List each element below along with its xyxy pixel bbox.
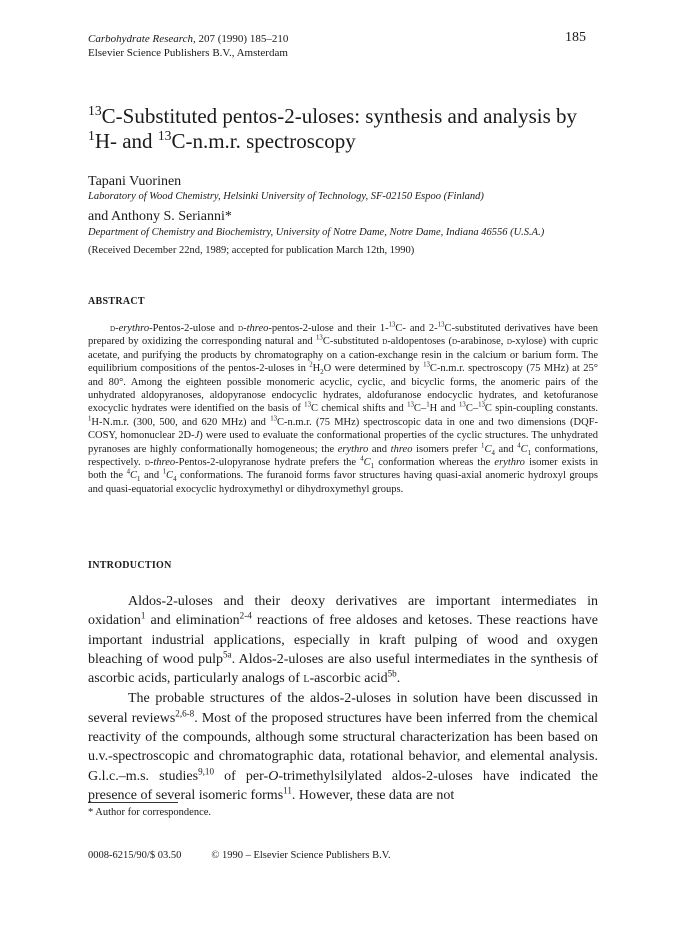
paragraph: The probable structures of the aldos-2-uloses in solution have been discussed in several reviews$^{2,6-8}$. Most of the proposed structures have been inferred from the chemical reactivity of the compounds, although some structural characterization has been based on u.v.-spectroscopic and chromatographic data, rotational behavior, and elemental analysis. G.l.c.–m.s. studies$^{9,10}$ of per-O-trimethylsilylated aldos-2-uloses have indicated the presence of several isomeric forms$^{11}$. However, these data are not [88, 691, 599, 803]
title-part-3: C-n.m.r. spectroscopy [171, 129, 356, 153]
footnote-rule [88, 802, 178, 803]
title-part-2: H- and [94, 129, 158, 153]
page-number: 185 [565, 30, 586, 45]
received-dates: (Received December 22nd, 1989; accepted for publication March 12th, 1990) [88, 245, 415, 256]
author-affiliation: Department of Chemistry and Biochemistry, University of Notre Dame, Notre Dame, Indiana 46556 (U.S.A.) [88, 227, 545, 238]
title-part-1: C-Substituted pentos-2-uloses: synthesis and analysis by [101, 104, 578, 128]
abstract-body: d-erythro-Pentos-2-ulose and d-threo-pentos-2-ulose and their 1-$^{13}$C- and 2-$^{13}$C-substituted derivatives have been prepared by oxidizing the corresponding natural and $^{13}$C-substituted d-aldopentoses (d-arabinose, d-xylose) with cupric acetate, and purifying the products by chromatography on a cation-exchange resin in the calcium or barium form. The equilibrium compositions of the pentos-2-uloses in $^2H_2O$ were determined by $^{13}$C-n.m.r. spectroscopy (75 MHz) at 25° and 80°. Among the eighteen possible monomeric acyclic, cyclic, and bicyclic forms, the anomeric pairs of the unhydrated aldopyranoses, aldopyranose endocyclic hydrates, aldofuranose endocyclic hydrates, and ketofuranose exocyclic hydrates were identified on the basis of $^{13}$C chemical shifts and $^{13}$C–$^1$H and $^{13}$C–$^{13}$C spin-coupling constants. $^1$H-N.m.r. (300, 500, and 620 MHz) and $^{13}$C-n.m.r. (75 MHz) spectroscopic data in one and two dimensions (DQF-COSY, homonuclear 2D-J) were used to evaluate the conformational properties of the cyclic structures. The unhydrated pyranoses are highly conformationally homogeneous; the erythro and threo isomers prefer $^1C_4$ and $^4C_1$ conformations, respectively. d-threo-Pentos-2-ulopyranose hydrate prefers the $^4C_1$ conformation whereas the erythro isomer exists in both the $^4C_1$ and $^1C_4$ conformations. The furanoid forms favor structures having quasi-axial anomeric hydroxyl groups and quasi-equatorial exocyclic hydroxymethyl or dihydroxymethyl groups. [88, 321, 599, 495]
footnote: * Author for correspondence. [88, 807, 212, 818]
paragraph: Aldos-2-uloses and their deoxy derivatives are important intermediates in oxidation$^1$ and elimination$^{2-4}$ reactions of free aldoses and ketoses. These reactions have important industrial applications, especially in kraft pulping of wood and oxygen bleaching of wood pulp$^{5a}$. Aldos-2-uloses are also useful intermediates in the synthesis of ascorbic acids, particularly analogs of l-ascorbic acid$^{5b}$. [88, 594, 599, 687]
introduction-heading: INTRODUCTION [88, 560, 172, 571]
introduction-body [88, 592, 598, 806]
journal-name: Carbohydrate Research, [88, 33, 196, 45]
paper-title [88, 104, 598, 154]
journal-header [88, 32, 288, 60]
title-sup-2: 1 [88, 128, 95, 143]
abstract-heading: ABSTRACT [88, 296, 145, 307]
journal-publisher: Elsevier Science Publishers B.V., Amsterdam [88, 47, 288, 59]
title-sup-1: 13 [88, 103, 102, 118]
author-name: Tapani Vuorinen [88, 174, 182, 189]
copyright: © 1990 – Elsevier Science Publishers B.V. [211, 850, 391, 861]
author-affiliation: Laboratory of Wood Chemistry, Helsinki University of Technology, SF-02150 Espoo (Finland) [88, 191, 484, 202]
page-footer [88, 850, 391, 861]
issn-price: 0008-6215/90/$ 03.50 [88, 850, 182, 861]
title-sup-3: 13 [157, 128, 172, 143]
author-name: and Anthony S. Serianni* [88, 209, 232, 224]
journal-citation: 207 (1990) 185–210 [198, 33, 289, 45]
